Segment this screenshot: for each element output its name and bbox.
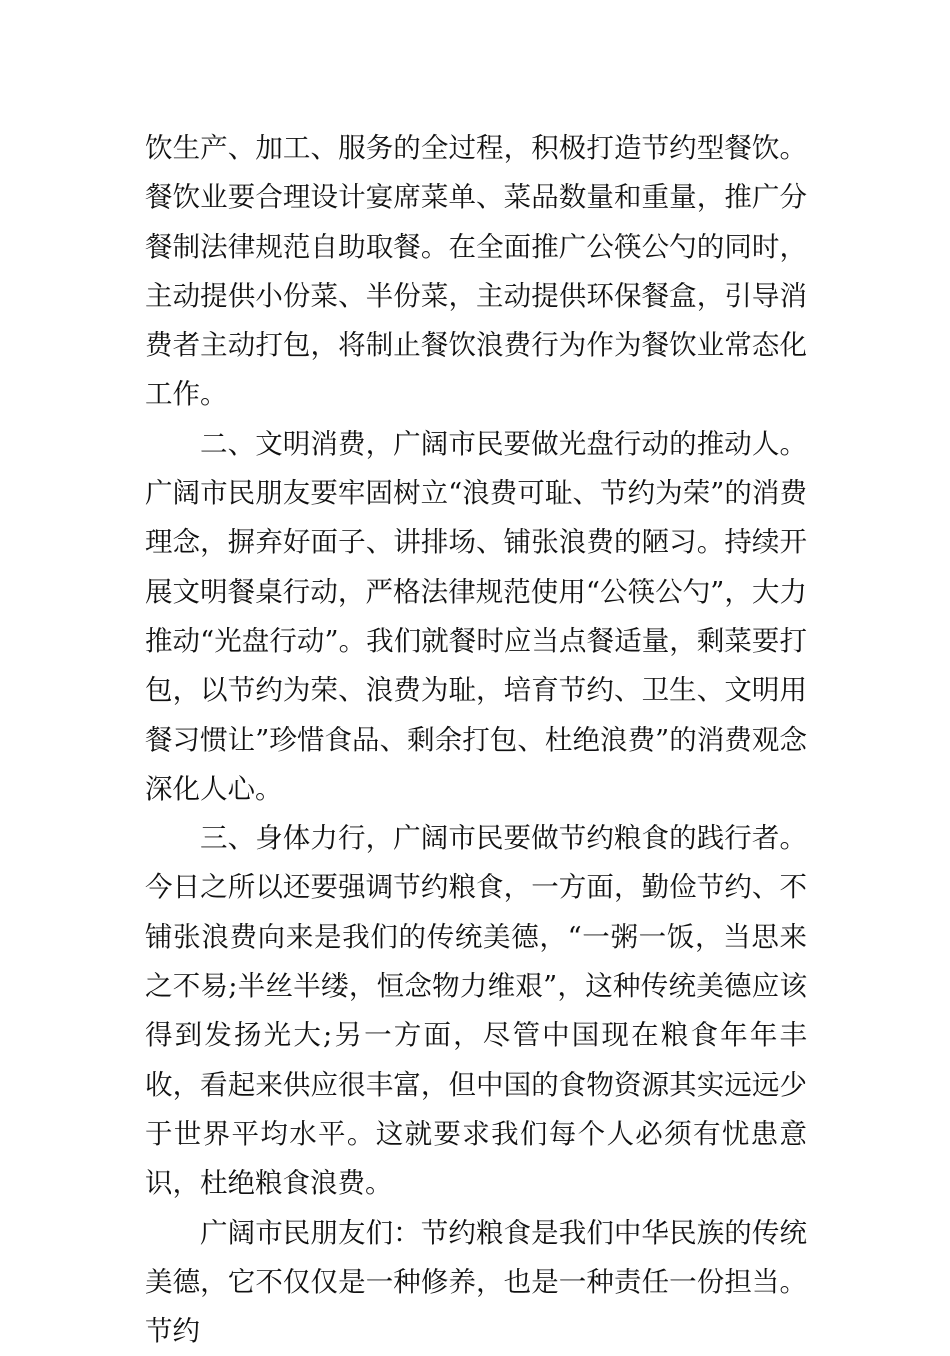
paragraph-catering-industry: 饮生产、加工、服务的全过程，积极打造节约型餐饮。餐饮业要合理设计宴席菜单、菜品数量和重量，推广分餐制法律规范自助取餐。在全面推广公筷公勺的同时，主动提供小份菜、半份菜，主动提供环保餐盒，引导消费者主动打包，将制止餐饮浪费行为作为餐饮业常态化工作。: [145, 132, 807, 411]
paragraph-practice-saving-food: 三、身体力行，广阔市民要做节约粮食的践行者。今日之所以还要强调节约粮食，一方面，勤俭节约、不铺张浪费向来是我们的传统美德，“一粥一饭，当思来之不易;半丝半缕，恒念物力维艰”，这种传统美德应该得到发扬光大;另一方面，尽管中国现在粮食年年丰收，看起来供应很丰富，但中国的食物资源其实远远少于世界平均水平。这就要求我们每个人必须有忧患意识，杜绝粮食浪费。: [145, 822, 807, 1200]
paragraph-civilized-consumption: 二、文明消费，广阔市民要做光盘行动的推动人。广阔市民朋友要牢固树立“浪费可耻、节约为荣”的消费理念，摒弃好面子、讲排场、铺张浪费的陋习。持续开展文明餐桌行动，严格法律规范使用“公筷公勺”，大力推动“光盘行动”。我们就餐时应当点餐适量，剩菜要打包，以节约为荣、浪费为耻，培育节约、卫生、文明用餐习惯让”珍惜食品、剩余打包、杜绝浪费”的消费观念深化人心。: [145, 427, 807, 805]
document-body: [145, 124, 807, 1356]
paragraph-address-to-citizens: 广阔市民朋友们：节约粮食是我们中华民族的传统美德，它不仅仅是一种修养，也是一种责任一份担当。节约: [145, 1216, 807, 1348]
